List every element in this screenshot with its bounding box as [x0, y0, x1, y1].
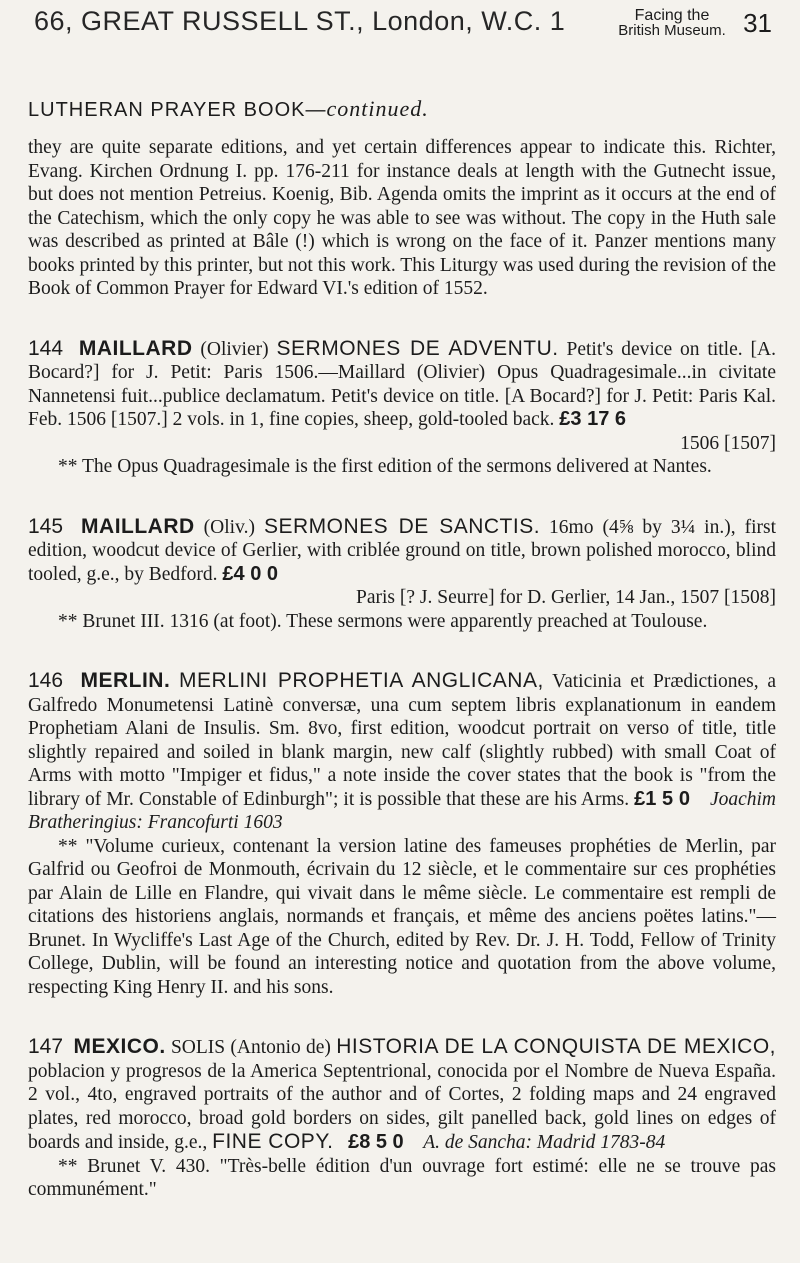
lot-author-detail — [170, 671, 179, 692]
lot-author: MEXICO. — [73, 1035, 166, 1058]
lot-description — [28, 669, 776, 835]
lot-entry — [28, 669, 776, 999]
lot-imprint: Joachim Bratheringius: Francofurti 1603 — [28, 788, 776, 833]
lot-description — [28, 515, 776, 587]
page-body — [28, 96, 776, 1202]
lot-note: ** Brunet V. 430. "Très-belle édition d'un ouvrage fort estimé: elle ne se trouve pas communément." — [28, 1155, 776, 1200]
lot-title: MERLINI PROPHETIA ANGLICANA, — [179, 669, 544, 692]
running-header — [34, 6, 772, 42]
lot-number: 144 — [28, 336, 64, 360]
section-heading-main: LUTHERAN PRAYER BOOK— — [28, 99, 327, 121]
lot-imprint: Paris [? J. Seurre] for D. Gerlier, 14 Jan., 1507 [1508] — [356, 587, 776, 608]
lot-price: £3 17 6 — [559, 408, 627, 430]
section-heading — [28, 96, 776, 122]
lot-entry — [28, 1035, 776, 1202]
lot-note: ** "Volume curieux, contenant la version latine des fameuses prophéties de Merlin, par Galfrid ou Geofroi de Monmouth, écrivain du 12 siècle, et le commentaire sur ces prophéties par Alain de Lille en Flandre, qui vivait dans le même siècle. Le commentaire est rempli de citations des historiens anglais, normands et français, et même des anciens poëtes latins."—Brunet. In Wycliffe's Last Age of the Church, edited by Rev. Dr. J. H. Todd, Fellow of Trinity College, Dublin, will be found an interesting notice and quotation from the above volume, respecting King Henry II. and his sons. — [28, 835, 776, 998]
lot-price: £8 5 0 — [348, 1131, 404, 1153]
page-number: 31 — [743, 8, 772, 38]
lot-title: SERMONES DE SANCTIS. — [263, 514, 541, 538]
lot-author: MAILLARD — [81, 514, 195, 538]
lot-title: SERMONES DE ADVENTU. — [276, 336, 559, 360]
lot-body: Vaticinia et Prædictiones, a Galfredo Monumetensi Latinè conversæ, una cum septem libris explanationum in eandem Prophetiam Alani de Insulis. Sm. 8vo, first edition, woodcut portrait on verso of title, title slightly repaired and soiled in blank margin, new calf (slightly rubbed) with small Coat of Arms with motto "Impiger et fidus," a note inside the cover states that the book is "from the library of Mr. Constable of Edinburgh"; it is possible that these are his Arms. — [28, 671, 776, 810]
intro-paragraph: they are quite separate editions, and yet certain differences appear to indicate this. Richter, Evang. Kirchen Ordnung I. pp. 176-211 for instance deals at length with the Gutnecht issue, but does not mention Petreius. Koenig, Bib. Agenda omits the imprint as it occurs at the end of the Catechism, which the only copy he was able to see was without. The copy in the Huth sale was described as printed at Bâle (!) which is wrong on the face of it. Panzer mentions many books printed by this printer, but not this work. This Liturgy was used during the revision of the Book of Common Prayer for Edward VI.'s edition of 1552. — [28, 137, 776, 299]
lot-body: 16mo (4⅝ by 3¼ in.), first edition, woodcut device of Gerlier, with criblée ground on title, brown polished morocco, blind tooled, g.e., by Bedford. — [28, 516, 776, 585]
lot-price: £4 0 0 — [222, 562, 279, 585]
address-header: 66, GREAT RUSSELL ST., London, W.C. 1 — [34, 6, 566, 36]
lot-author-detail: SOLIS (Antonio de) — [165, 1037, 337, 1058]
lot-author: MERLIN. — [80, 669, 171, 692]
facing-note — [612, 8, 732, 38]
lot-highlight: FINE COPY. — [212, 1130, 334, 1153]
lot-author-detail: (Olivier) — [192, 338, 277, 360]
lot-note: ** Brunet III. 1316 (at foot). These sermons were apparently preached at Toulouse. — [58, 610, 708, 632]
lot-description — [28, 1035, 776, 1155]
facing-line-1: Facing the — [634, 7, 710, 24]
lot-entry — [28, 337, 776, 479]
lot-number: 146 — [28, 669, 64, 692]
lot-description — [28, 337, 776, 432]
lot-body: Petit's device on title. [A. Bocard?] for J. Petit: Paris 1506.—Maillard (Olivier) Opus Quadragesimale...in civitate Nannetensi fuit...publice declamatum. Petit's device on title. [A Bocard?] for J. Petit: Paris Kal. Feb. 1506 [1507.] 2 vols. in 1, fine copies, sheep, gold-tooled back. — [28, 338, 776, 430]
lot-author-detail: (Oliv.) — [194, 516, 264, 538]
lot-price: £1 5 0 — [634, 787, 690, 810]
lot-imprint: 1506 [1507] — [680, 432, 776, 454]
lot-body: poblacion y progresos de la America Septentrional, conocida por el Nombre de Nueva España. 2 vol., 4to, engraved portraits of the author and of Cortes, 2 folding maps and 24 engraved plates, red morocco, broad gold borders on sides, gilt panelled back, gold lines on edges of boards and inside, g.e., — [28, 1060, 776, 1153]
section-heading-continued: continued. — [326, 96, 429, 121]
lot-author: MAILLARD — [78, 336, 193, 360]
lot-number: 147 — [28, 1035, 64, 1058]
lot-title: HISTORIA DE LA CONQUISTA DE MEXICO, — [336, 1035, 777, 1058]
lot-imprint: A. de Sancha: Madrid 1783-84 — [423, 1132, 666, 1153]
lot-number: 145 — [28, 514, 64, 538]
lot-entry — [28, 515, 776, 634]
facing-line-2: British Museum. — [618, 22, 726, 39]
lot-note: ** The Opus Quadragesimale is the first edition of the sermons delivered at Nantes. — [58, 456, 712, 477]
